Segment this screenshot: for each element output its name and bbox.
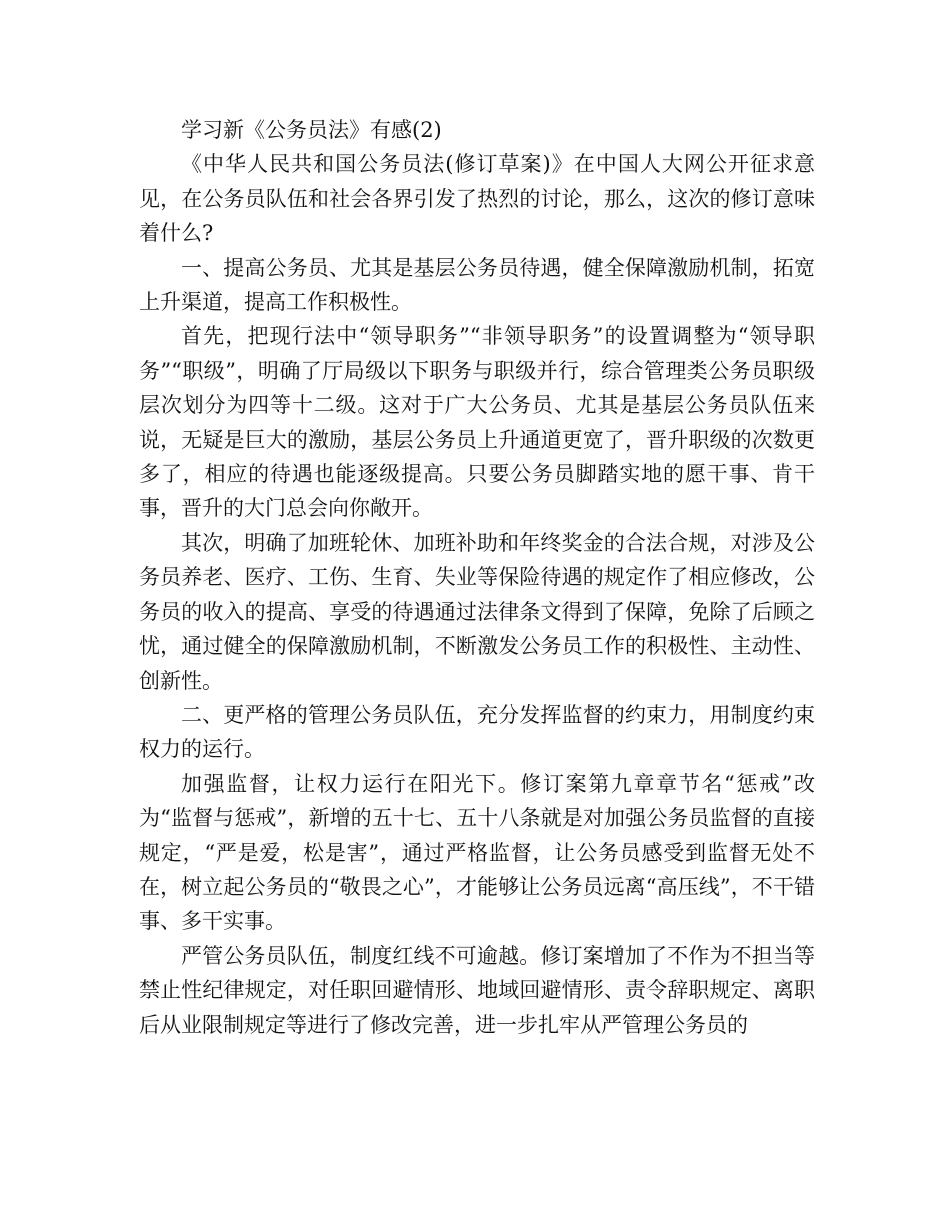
paragraph-second-point: 其次，明确了加班轮休、加班补助和年终奖金的合法合规，对涉及公务员养老、医疗、工伤、生育、失业等保险待遇的规定作了相应修改，公务员的收入的提高、享受的待遇通过法律条文得到了保障，免除了后顾之忧，通过健全的保障激励机制，不断激发公务员工作的积极性、主动性、创新性。 [139, 530, 815, 693]
paragraph-supervision: 加强监督，让权力运行在阳光下。修订案第九章章节名“惩戒”改为“监督与惩戒”，新增的五十七、五十八条就是对加强公务员监督的直接规定，“严是爱，松是害”，通过严格监督，让公务员感受到监督无处不在，树立起公务员的“敬畏之心”，才能够让公务员远离“高压线”，不干错事、多干实事。 [139, 771, 815, 934]
paragraph-section-two-heading: 二、更严格的管理公务员队伍，充分发挥监督的约束力，用制度约束权力的运行。 [139, 702, 815, 762]
document-title: 学习新《公务员法》有感(2) [181, 118, 442, 142]
document-body [139, 113, 815, 1042]
paragraph-intro: 《中华人民共和国公务员法(修订草案)》在中国人大网公开征求意见，在公务员队伍和社会各界引发了热烈的讨论，那么，这次的修订意味着什么? [139, 152, 815, 246]
paragraph-strict-management: 严管公务员队伍，制度红线不可逾越。修订案增加了不作为不担当等禁止性纪律规定，对任职回避情形、地域回避情形、责令辞职规定、离职后从业限制规定等进行了修改完善，进一步扎牢从严管理公务员的 [139, 943, 815, 1037]
paragraph-section-one-heading: 一、提高公务员、尤其是基层公务员待遇，健全保障激励机制，拓宽上升渠道，提高工作积极性。 [139, 255, 815, 315]
paragraph-first-point: 首先，把现行法中“领导职务”“非领导职务”的设置调整为“领导职务”“职级”，明确了厅局级以下职务与职级并行，综合管理类公务员职级层次划分为四等十二级。这对于广大公务员、尤其是基层公务员队伍来说，无疑是巨大的激励，基层公务员上升通道更宽了，晋升职级的次数更多了，相应的待遇也能逐级提高。只要公务员脚踏实地的愿干事、肯干事，晋升的大门总会向你敞开。 [139, 324, 815, 521]
